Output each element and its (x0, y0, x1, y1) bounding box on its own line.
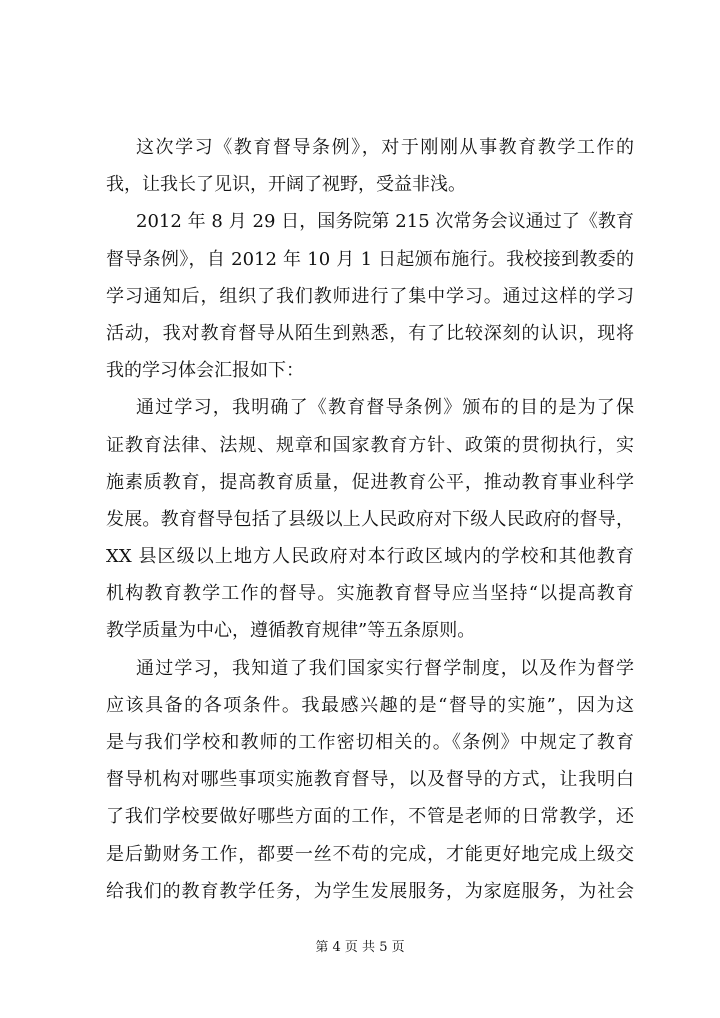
paragraph-line: 通过学习，我明确了《教育督导条例》颁布的目的是为了保 (136, 397, 634, 419)
paragraph-line: 施素质教育，提高教育质量，促进教育公平，推动教育事业科学 (106, 471, 634, 493)
paragraph-intro (106, 129, 634, 203)
paragraph-background (106, 203, 634, 389)
paragraph-purpose (106, 389, 634, 649)
paragraph-line: 教学质量为中心，遵循教育规律”等五条原则。 (106, 620, 476, 642)
paragraph-line: 2012 年 8 月 29 日，国务院第 215 次常务会议通过了《教育 (136, 211, 634, 233)
paragraph-line: 应该具备的各项条件。我最感兴趣的是“督导的实施”，因为这 (106, 694, 634, 716)
paragraph-line: 证教育法律、法规、规章和国家教育方针、政策的贯彻执行，实 (106, 434, 634, 456)
paragraph-inspection (106, 650, 634, 910)
paragraph-line: 是与我们学校和教师的工作密切相关的。《条例》中规定了教育 (106, 732, 634, 753)
paragraph-line: 学习通知后，组织了我们教师进行了集中学习。通过这样的学习 (106, 285, 634, 307)
paragraph-line: 了我们学校要做好哪些方面的工作，不管是老师的日常教学，还 (106, 806, 634, 828)
paragraph-line: 这次学习《教育督导条例》，对于刚刚从事教育教学工作的 (136, 137, 634, 158)
paragraph-line: 是后勤财务工作，都要一丝不苟的完成，才能更好地完成上级交 (106, 843, 634, 865)
paragraph-line: 督导条例》，自 2012 年 10 月 1 日起颁布施行。我校接到教委的 (106, 248, 634, 270)
paragraph-line: 机构教育教学工作的督导。实施教育督导应当坚持“以提高教育 (106, 583, 634, 605)
paragraph-line: 发展。教育督导包括了县级以上人民政府对下级人民政府的督导， (106, 508, 634, 530)
document-body (106, 129, 634, 910)
paragraph-line: 督导机构对哪些事项实施教育督导，以及督导的方式，让我明白 (106, 769, 634, 791)
page-number-footer: 第 4 页 共 5 页 (315, 940, 405, 955)
paragraph-line: 给我们的教育教学任务，为学生发展服务，为家庭服务，为社会 (106, 880, 634, 902)
paragraph-line: 我，让我长了见识，开阔了视野，受益非浅。 (106, 174, 466, 196)
paragraph-line: 我的学习体会汇报如下： (106, 360, 304, 382)
paragraph-line: XX 县区级以上地方人民政府对本行政区域内的学校和其他教育 (106, 546, 634, 568)
paragraph-line: 通过学习，我知道了我们国家实行督学制度，以及作为督学 (136, 657, 634, 679)
paragraph-line: 活动，我对教育督导从陌生到熟悉，有了比较深刻的认识，现将 (106, 322, 634, 344)
